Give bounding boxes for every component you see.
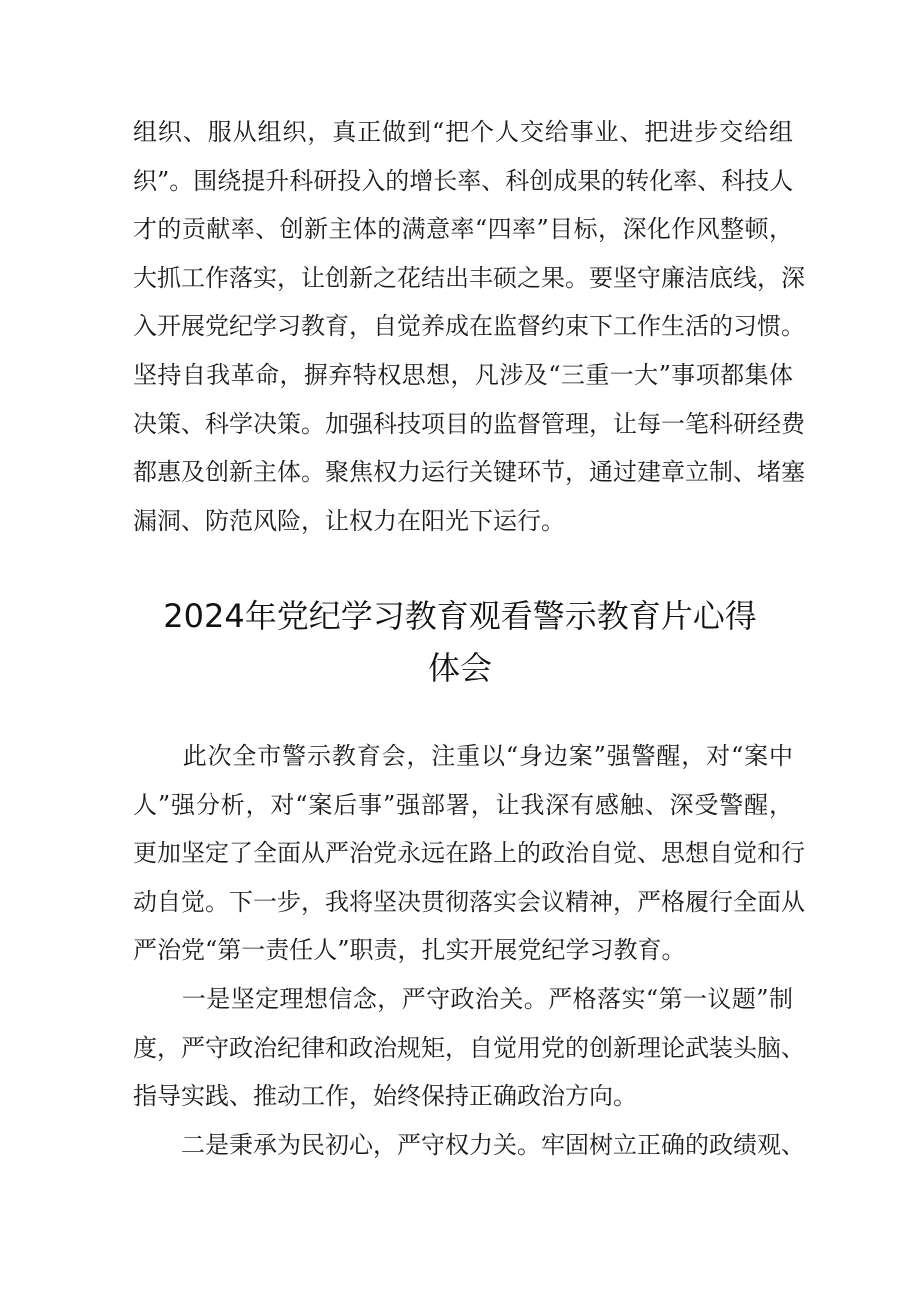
text-line: 大抓工作落实，让创新之花结出丰硕之果。要坚守廉洁底线，深 — [133, 263, 805, 292]
paragraph-point-two — [133, 1121, 805, 1170]
text-line: 都惠及创新主体。聚焦权力运行关键环节，通过建章立制、堵塞 — [133, 458, 805, 487]
text-line: 二是秉承为民初心，严守权力关。牢固树立正确的政绩观、 — [133, 1130, 805, 1159]
paragraph-intro — [133, 732, 805, 975]
article-body — [133, 732, 805, 1169]
text-line: 更加坚定了全面从严治党永远在路上的政治自觉、思想自觉和行 — [133, 839, 805, 868]
text-line: 决策、科学决策。加强科技项目的监督管理，让每一笔科研经费 — [133, 409, 805, 438]
text-line: 严治党“第一责任人”职责，扎实开展党纪学习教育。 — [133, 936, 686, 965]
text-line: 一是坚定理想信念，严守政治关。严格落实“第一议题”制 — [133, 984, 793, 1013]
article-title — [140, 590, 780, 694]
text-line: 入开展党纪学习教育，自觉养成在监督约束下工作生活的习惯。 — [133, 312, 805, 341]
text-line: 才的贡献率、创新主体的满意率“四率”目标，深化作风整顿， — [133, 215, 793, 244]
text-line: 动自觉。下一步，我将坚决贯彻落实会议精神，严格履行全面从 — [133, 887, 805, 916]
title-line-2: 体会 — [427, 649, 492, 687]
continuation-paragraph — [133, 108, 805, 545]
text-line: 人”强分析，对“案后事”强部署，让我深有感触、深受警醒， — [133, 790, 793, 819]
text-line: 指导实践、推动工作，始终保持正确政治方向。 — [133, 1082, 637, 1111]
text-line: 漏洞、防范风险，让权力在阳光下运行。 — [133, 506, 565, 535]
paragraph-point-one — [133, 975, 805, 1121]
text-line: 度，严守政治纪律和政治规矩，自觉用党的创新理论武装头脑、 — [133, 1033, 805, 1062]
title-line-1: 2024年党纪学习教育观看警示教育片心得 — [163, 597, 757, 635]
text-line: 坚持自我革命，摒弃特权思想，凡涉及“三重一大”事项都集体 — [133, 360, 793, 389]
text-line: 织”。围绕提升科研投入的增长率、科创成果的转化率、科技人 — [133, 166, 794, 195]
text-line: 此次全市警示教育会，注重以“身边案”强警醒，对“案中 — [133, 742, 793, 770]
text-line: 组织、服从组织，真正做到“把个人交给事业、把进步交给组 — [133, 118, 793, 146]
